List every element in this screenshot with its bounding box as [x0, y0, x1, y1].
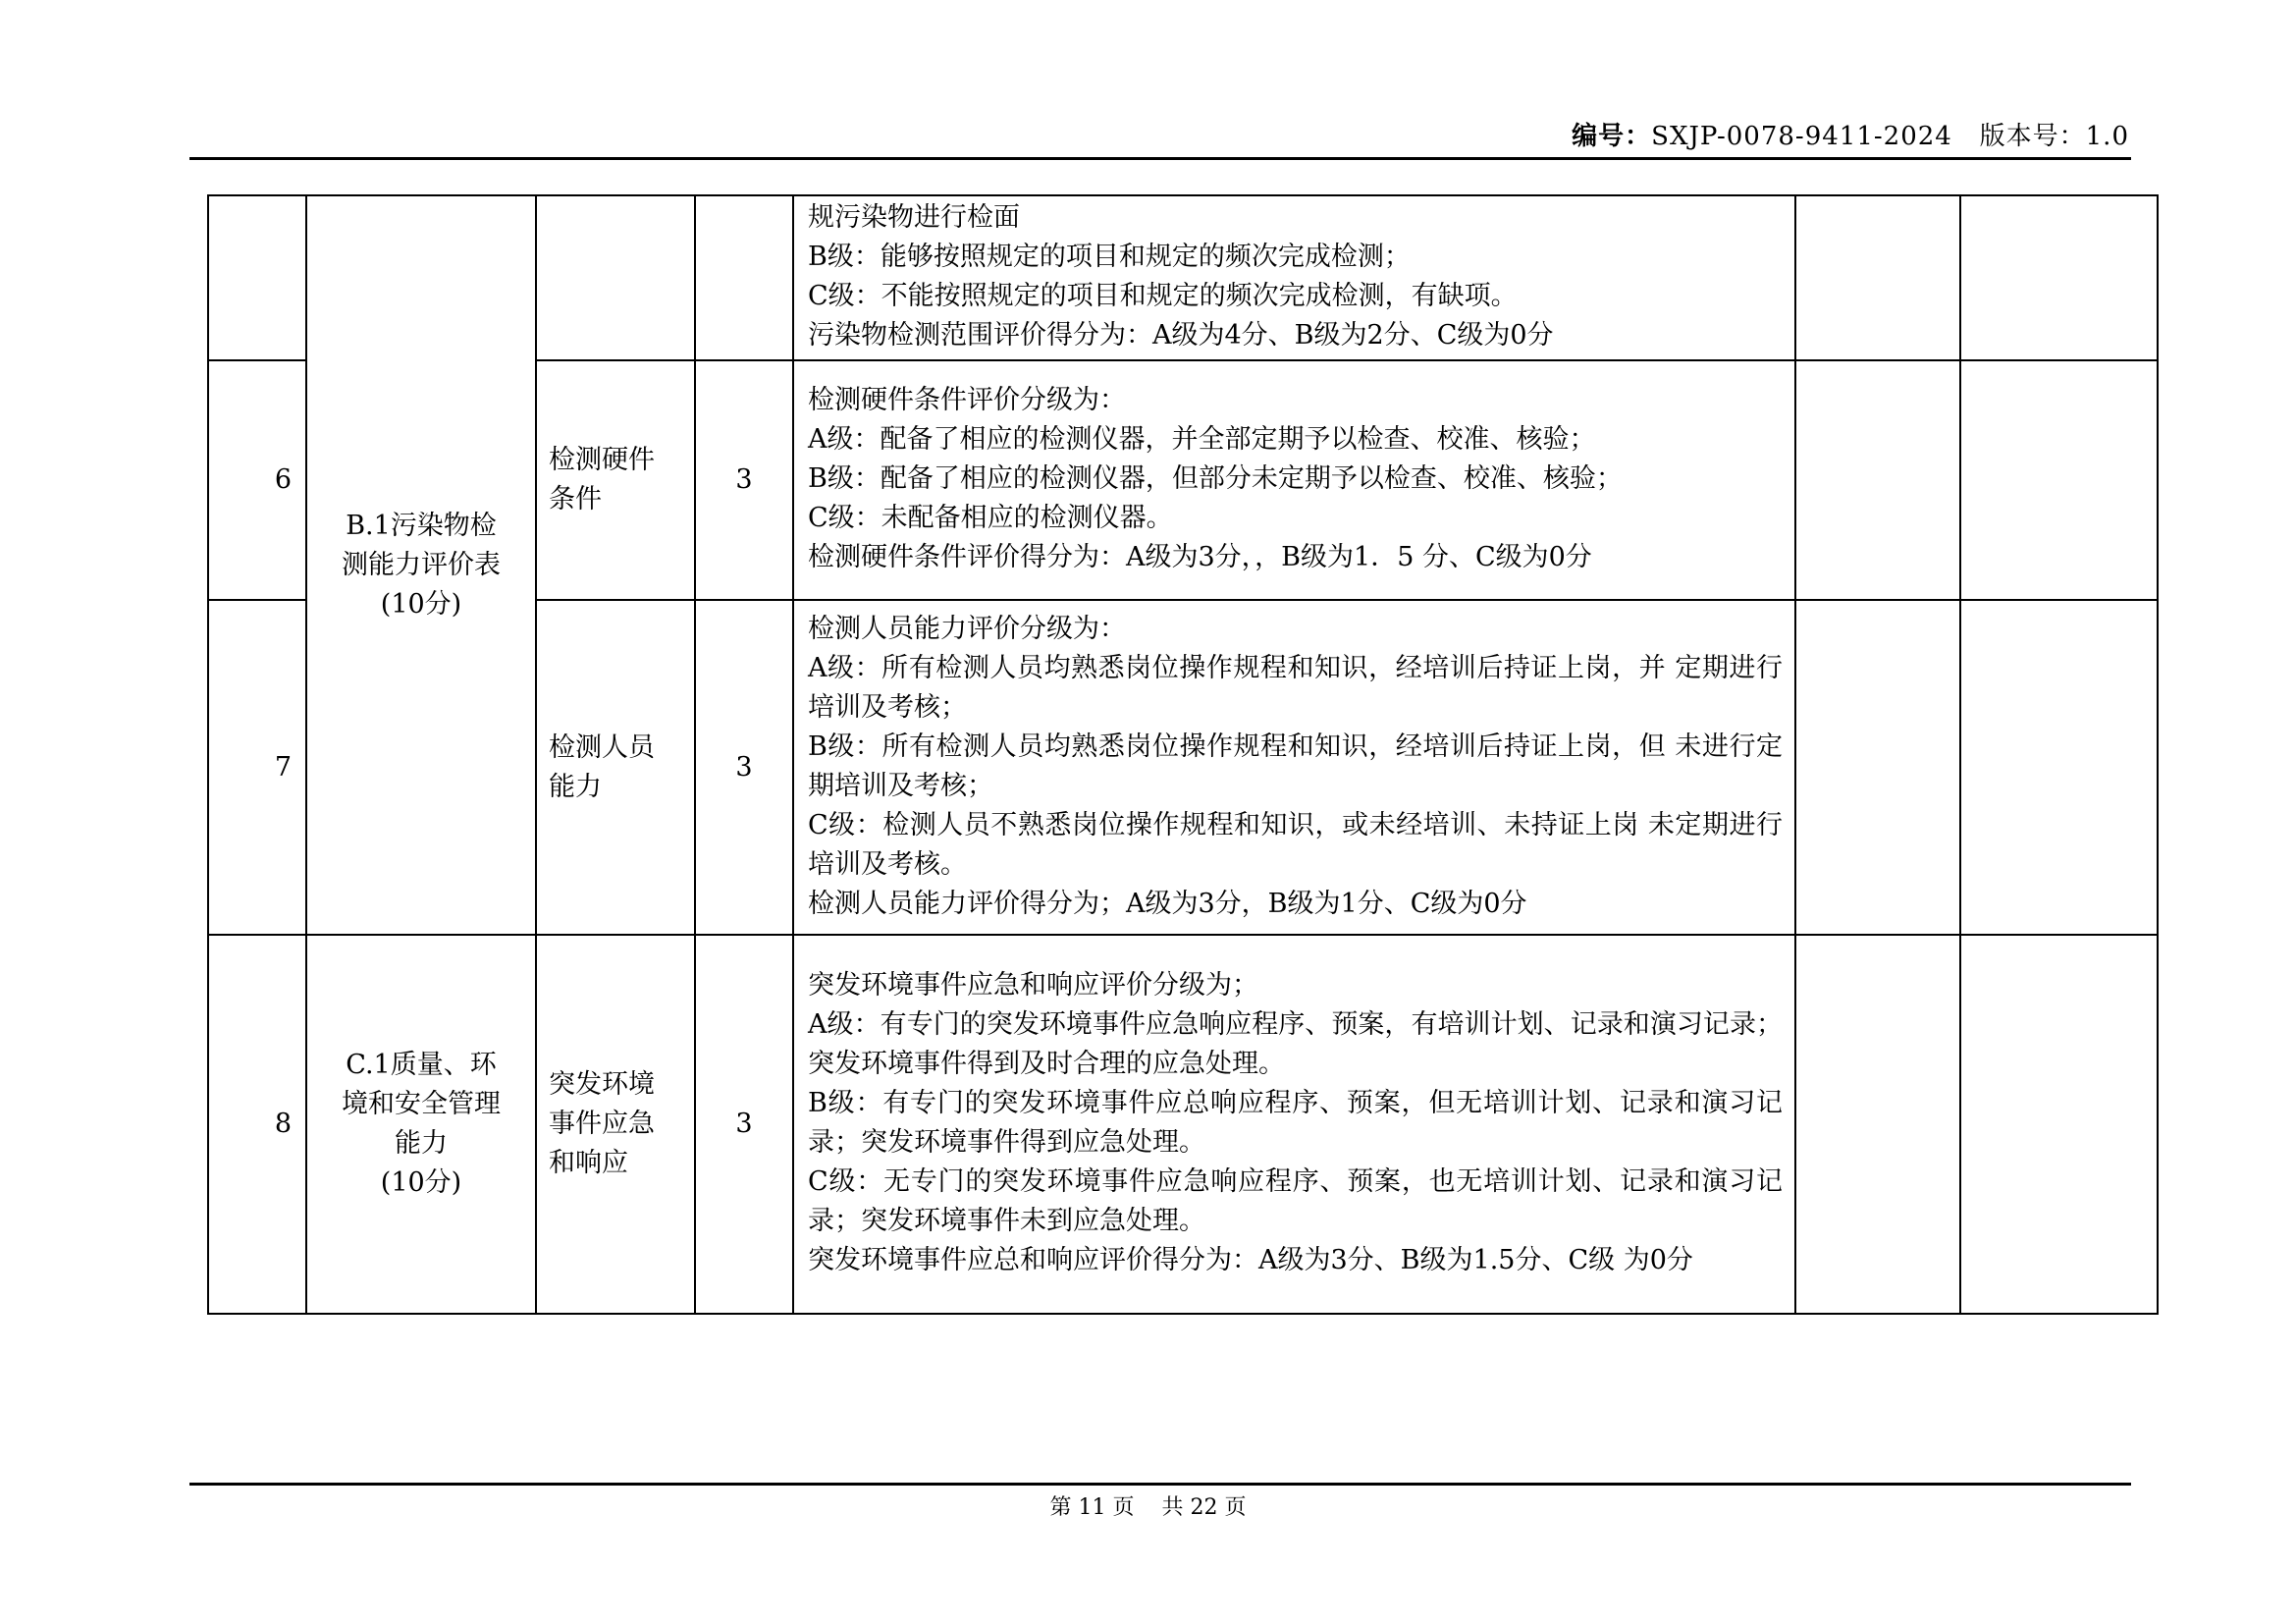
- item-line: 突发环境: [549, 1069, 655, 1100]
- page-current: 11: [1078, 1495, 1106, 1520]
- document-header: [1572, 116, 2129, 152]
- code-label: 编号：: [1572, 122, 1652, 151]
- page-label-prefix: 第: [1049, 1495, 1072, 1520]
- item-line: 能力: [549, 771, 602, 802]
- category-line: (10分): [380, 1167, 462, 1198]
- category-line: 能力: [395, 1128, 448, 1159]
- item-cell: [536, 360, 695, 600]
- category-cell-b: [306, 195, 536, 935]
- category-line: (10分): [380, 588, 462, 620]
- item-line: 和响应: [549, 1148, 628, 1178]
- category-line: C.1质量、环: [346, 1050, 497, 1080]
- footer-rule: [189, 1483, 2131, 1486]
- criteria-cell: [793, 195, 1795, 360]
- code-value: SXJP-0078-9411-2024: [1651, 122, 1952, 151]
- criteria-line: 突发环境事件应总和响应评价得分为：A级为3分、B级为1.5分、C级 为0分: [808, 1245, 1693, 1275]
- row-number: 6: [208, 360, 306, 600]
- criteria-line: A级：配备了相应的检测仪器，并全部定期予以检查、校准、核验；: [808, 424, 1596, 455]
- row-number: [208, 195, 306, 360]
- criteria-line: 突发环境事件应急和响应评价分级为；: [808, 970, 1258, 1001]
- criteria-line: B级：能够按照规定的项目和规定的频次完成检测；: [808, 242, 1411, 272]
- criteria-line: A级：所有检测人员均熟悉岗位操作规程和知识，经培训后持证上岗，并 定期进行培训及考核；: [808, 652, 1783, 723]
- header-rule: [189, 157, 2131, 160]
- blank-cell: [1960, 195, 2158, 360]
- score-cell: 3: [695, 600, 793, 935]
- blank-cell: [1795, 600, 1960, 935]
- item-line: 事件应急: [549, 1109, 655, 1139]
- criteria-line: C级：检测人员不熟悉岗位操作规程和知识，或未经培训、未持证上岗 未定期进行培训及考核。: [808, 809, 1783, 880]
- page-label-suffix: 页: [1112, 1495, 1135, 1520]
- item-cell: [536, 935, 695, 1314]
- page-total: 22: [1190, 1495, 1218, 1520]
- criteria-line: 污染物检测范围评价得分为：A级为4分、B级为2分、C级为0分: [808, 320, 1554, 351]
- blank-cell: [1960, 600, 2158, 935]
- criteria-line: 检测硬件条件评价分级为：: [808, 385, 1126, 415]
- item-line: 检测硬件: [549, 445, 655, 475]
- criteria-line: B级：配备了相应的检测仪器，但部分未定期予以检查、校准、核验；: [808, 463, 1623, 494]
- criteria-line: C级：不能按照规定的项目和规定的频次完成检测，有缺项。: [808, 281, 1518, 311]
- item-cell: [536, 600, 695, 935]
- item-line: 检测人员: [549, 731, 655, 763]
- table-row: [208, 935, 2158, 1314]
- blank-cell: [1960, 935, 2158, 1314]
- blank-cell: [1960, 360, 2158, 600]
- row-number: 8: [208, 935, 306, 1314]
- criteria-line: B级：所有检测人员均熟悉岗位操作规程和知识，经培训后持证上岗，但 未进行定期培训及考核；: [808, 731, 1783, 801]
- version-label: 版本号：: [1979, 122, 2086, 151]
- criteria-cell: [793, 360, 1795, 600]
- blank-cell: [1795, 195, 1960, 360]
- score-cell: 3: [695, 935, 793, 1314]
- score-cell: 3: [695, 360, 793, 600]
- blank-cell: [1795, 935, 1960, 1314]
- criteria-line: A级：有专门的突发环境事件应急响应程序、预案，有培训计划、记录和演习记录；突发环境事件得到及时合理的应急处理。: [808, 1009, 1783, 1079]
- blank-cell: [1795, 360, 1960, 600]
- category-line: 测能力评价表: [342, 549, 501, 580]
- criteria-line: C级：未配备相应的检测仪器。: [808, 503, 1173, 533]
- row-number: 7: [208, 600, 306, 935]
- table-row: [208, 195, 2158, 360]
- item-line: 条件: [549, 484, 602, 514]
- criteria-line: 检测硬件条件评价得分为：A级为3分，，B级为1．5 分、C级为0分: [808, 542, 1592, 572]
- page-footer: [0, 1490, 2296, 1521]
- evaluation-table: [207, 194, 2159, 1315]
- criteria-line: 检测人员能力评价分级为：: [808, 613, 1126, 644]
- criteria-line: 检测人员能力评价得分为；A级为3分，B级为1分、C级为0分: [808, 888, 1527, 919]
- category-line: B.1污染物检: [346, 510, 497, 541]
- score-cell: [695, 195, 793, 360]
- total-label-prefix: 共: [1161, 1495, 1184, 1520]
- item-cell: [536, 195, 695, 360]
- category-cell-c: [306, 935, 536, 1314]
- criteria-cell: [793, 600, 1795, 935]
- criteria-line: B级：有专门的突发环境事件应总响应程序、预案，但无培训计划、记录和演习记录；突发环境事件得到应急处理。: [808, 1088, 1783, 1158]
- criteria-line: C级：无专门的突发环境事件应急响应程序、预案，也无培训计划、记录和演习记录；突发环境事件未到应急处理。: [808, 1166, 1783, 1236]
- criteria-cell: [793, 935, 1795, 1314]
- total-label-suffix: 页: [1224, 1495, 1247, 1520]
- criteria-line: 规污染物进行检面: [808, 202, 1020, 233]
- version-value: 1.0: [2085, 122, 2129, 151]
- category-line: 境和安全管理: [342, 1089, 501, 1119]
